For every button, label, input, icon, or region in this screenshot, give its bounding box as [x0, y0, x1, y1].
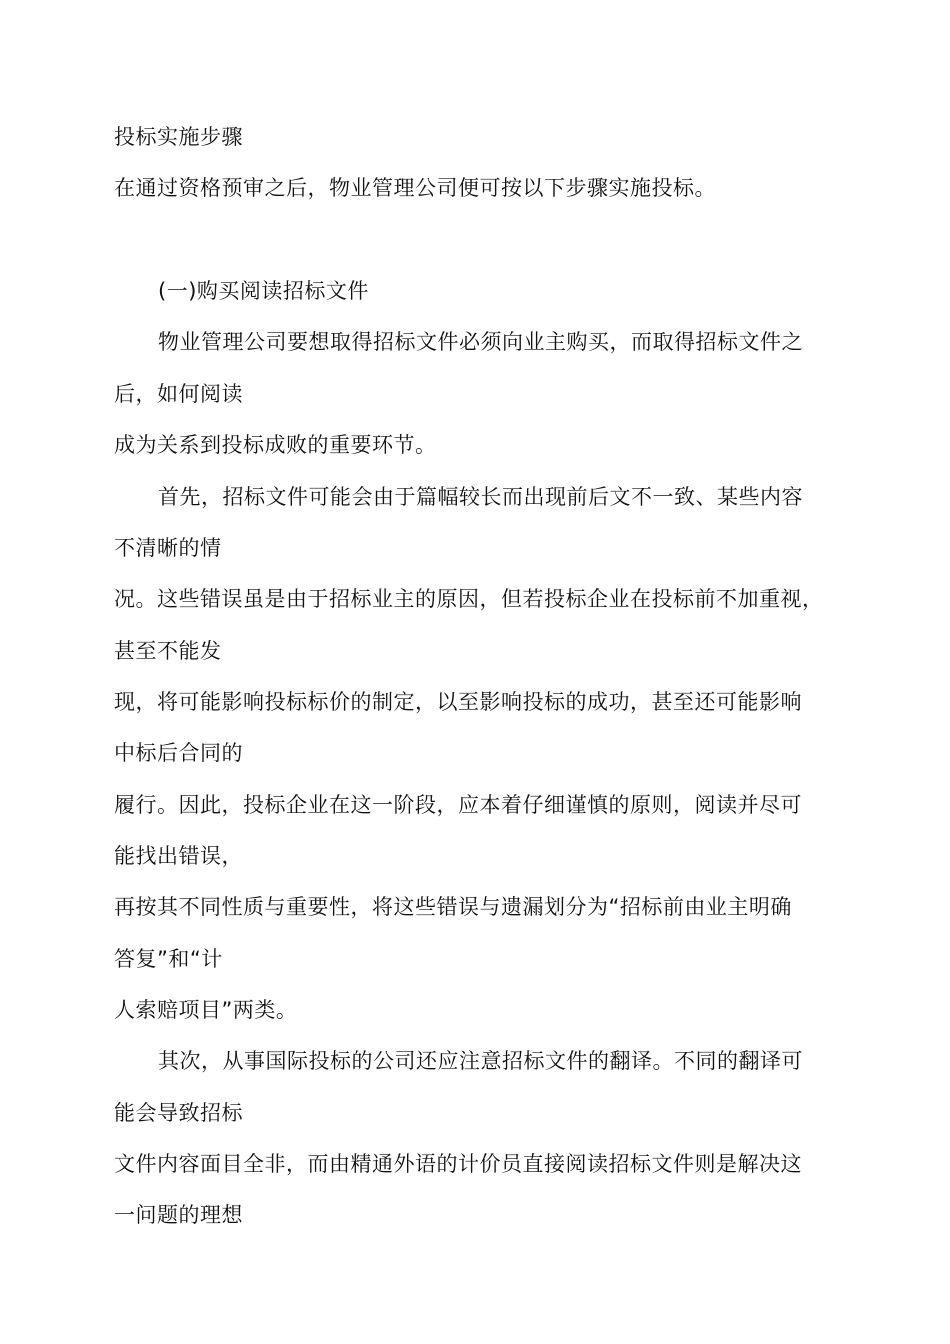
paragraph-line: 文件内容面目全非，而由精通外语的计价员直接阅读招标文件则是解决这 [114, 1152, 802, 1176]
paragraph-line: 甚至不能发 [114, 639, 222, 663]
intro-line: 在通过资格预审之后，物业管理公司便可按以下步骤实施投标。 [114, 176, 716, 200]
paragraph-line: 再按其不同性质与重要性，将这些错误与遗漏划分为“招标前由业主明确 [114, 895, 792, 919]
subsection-heading: (一)购买阅读招标文件 [158, 279, 369, 303]
paragraph-line: 后，如何阅读 [114, 382, 243, 406]
paragraph-line: 人索赔项目”两类。 [114, 998, 298, 1022]
paragraph-line: 一问题的理想 [114, 1203, 243, 1227]
paragraph-line: 能找出错误， [114, 844, 243, 868]
paragraph-line: 中标后合同的 [114, 741, 243, 765]
paragraph-line: 能会导致招标 [114, 1101, 243, 1125]
paragraph-line: 不清晰的情 [114, 536, 222, 560]
section-heading: 投标实施步骤 [114, 125, 243, 149]
paragraph-line: 答复”和“计 [114, 947, 223, 971]
paragraph-line: 现，将可能影响投标标价的制定，以至影响投标的成功，甚至还可能影响 [114, 690, 802, 714]
paragraph-line: 履行。因此，投标企业在这一阶段，应本着仔细谨慎的原则，阅读并尽可 [114, 793, 802, 817]
paragraph-line: 况。这些错误虽是由于招标业主的原因，但若投标企业在投标前不加重视， [114, 587, 824, 611]
paragraph-line: 首先，招标文件可能会由于篇幅较长而出现前后文不一致、某些内容 [158, 485, 803, 509]
paragraph-line: 成为关系到投标成败的重要环节。 [114, 433, 437, 457]
paragraph-line: 其次，从事国际投标的公司还应注意招标文件的翻译。不同的翻译可 [158, 1049, 803, 1073]
paragraph-line: 物业管理公司要想取得招标文件必须向业主购买，而取得招标文件之 [158, 330, 803, 354]
